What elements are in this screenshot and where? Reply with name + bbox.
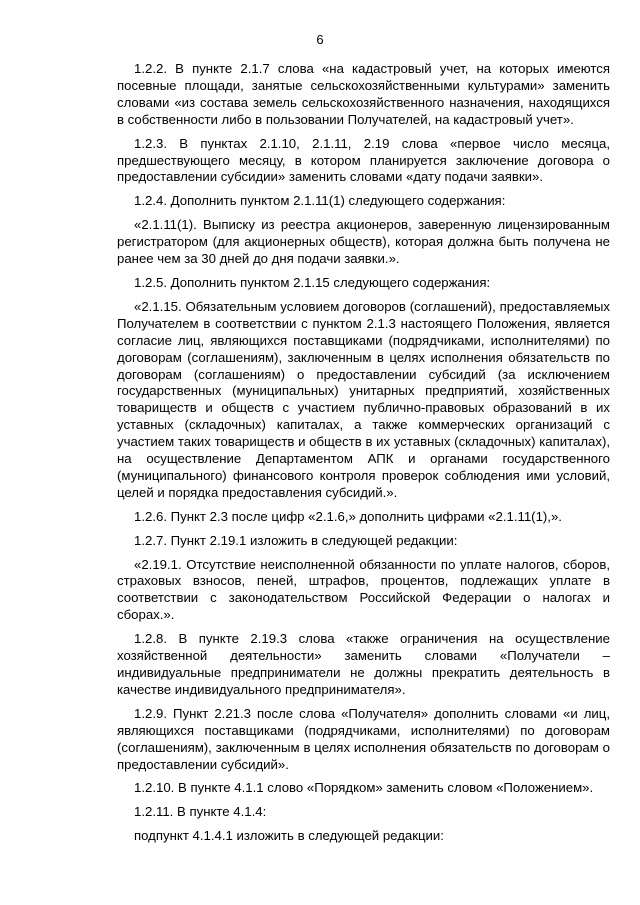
quote-2-1-11-1: «2.1.11(1). Выписку из реестра акционеров, заверенную лицензированным регистратором (для акционерных обществ), которая должна быть получена не ранее чем за 30 дней до дня подачи заявки.». — [117, 217, 610, 267]
quote-2-1-15: «2.1.15. Обязательным условием договоров (соглашений), предоставляемых Получателем в соответствии с пунктом 2.1.3 настоящего Положения, является согласие лиц, являющихся поставщиками (подрядчиками, исполнителями) по договорам (соглашениям), заключенным в целях исполнения обязательств по договорам (соглашениям) о предоставлении субсидий (за исключением государственных (муниципальных) унитарных предприятий, хозяйственных товариществ и обществ с участием публично-правовых образований в их уставных (складочных) капиталах, а также коммерческих организаций с участием таких товариществ и обществ в их уставных (складочных) капиталах), на осуществление Департаментом АПК и органами государственного (муниципального) финансового контроля проверок соблюдения ими условий, целей и порядка предоставления субсидий.». — [117, 298, 610, 500]
paragraph-1-2-11: 1.2.11. В пункте 4.1.4: — [134, 804, 267, 820]
document-body — [117, 61, 610, 852]
paragraph-1-2-9: 1.2.9. Пункт 2.21.3 после слова «Получателя» дополнить словами «и лиц, являющихся поставщиками (подрядчиками, исполнителями) по договорам (соглашениям), заключенным в целях исполнения обязательств по договорам о предоставлении субсидий». — [117, 705, 610, 772]
subparagraph-4-1-4-1: подпункт 4.1.4.1 изложить в следующей редакции: — [134, 828, 444, 844]
paragraph-1-2-8: 1.2.8. В пункте 2.19.3 слова «также ограничения на осуществление хозяйственной деятельности» заменить словами «Получатели – индивидуальные предприниматели не должны прекратить деятельность в качестве индивидуального предпринимателя». — [117, 631, 610, 697]
quote-2-19-1: «2.19.1. Отсутствие неисполненной обязанности по уплате налогов, сборов, страховых взносов, пеней, штрафов, процентов, подлежащих уплате в соответствии с законодательством Российской Федерации о налогах и сборах.». — [117, 556, 610, 623]
paragraph-1-2-6: 1.2.6. Пункт 2.3 после цифр «2.1.6,» дополнить цифрами «2.1.11(1),». — [134, 508, 562, 524]
page-number: 6 — [316, 32, 324, 47]
paragraph-1-2-2: 1.2.2. В пункте 2.1.7 слова «на кадастровый учет, на которых имеются посевные площади, занятые сельскохозяйственными культурами» заменить словами «из состава земель сельскохозяйственного назначения, находящихся в собственности либо в пользовании Получателей, на кадастровый учет». — [117, 61, 610, 127]
paragraph-1-2-3: 1.2.3. В пунктах 2.1.10, 2.1.11, 2.19 слова «первое число месяца, предшествующего месяцу, в котором планируется заключение договора о предоставлении субсидии» заменить словами «дату подачи заявки». — [117, 135, 610, 185]
paragraph-1-2-7: 1.2.7. Пункт 2.19.1 изложить в следующей редакции: — [134, 532, 458, 548]
paragraph-1-2-10: 1.2.10. В пункте 4.1.1 слово «Порядком» заменить словом «Положением». — [134, 780, 594, 796]
paragraph-1-2-5: 1.2.5. Дополнить пунктом 2.1.15 следующего содержания: — [134, 274, 491, 290]
paragraph-1-2-4: 1.2.4. Дополнить пунктом 2.1.11(1) следующего содержания: — [134, 193, 506, 209]
